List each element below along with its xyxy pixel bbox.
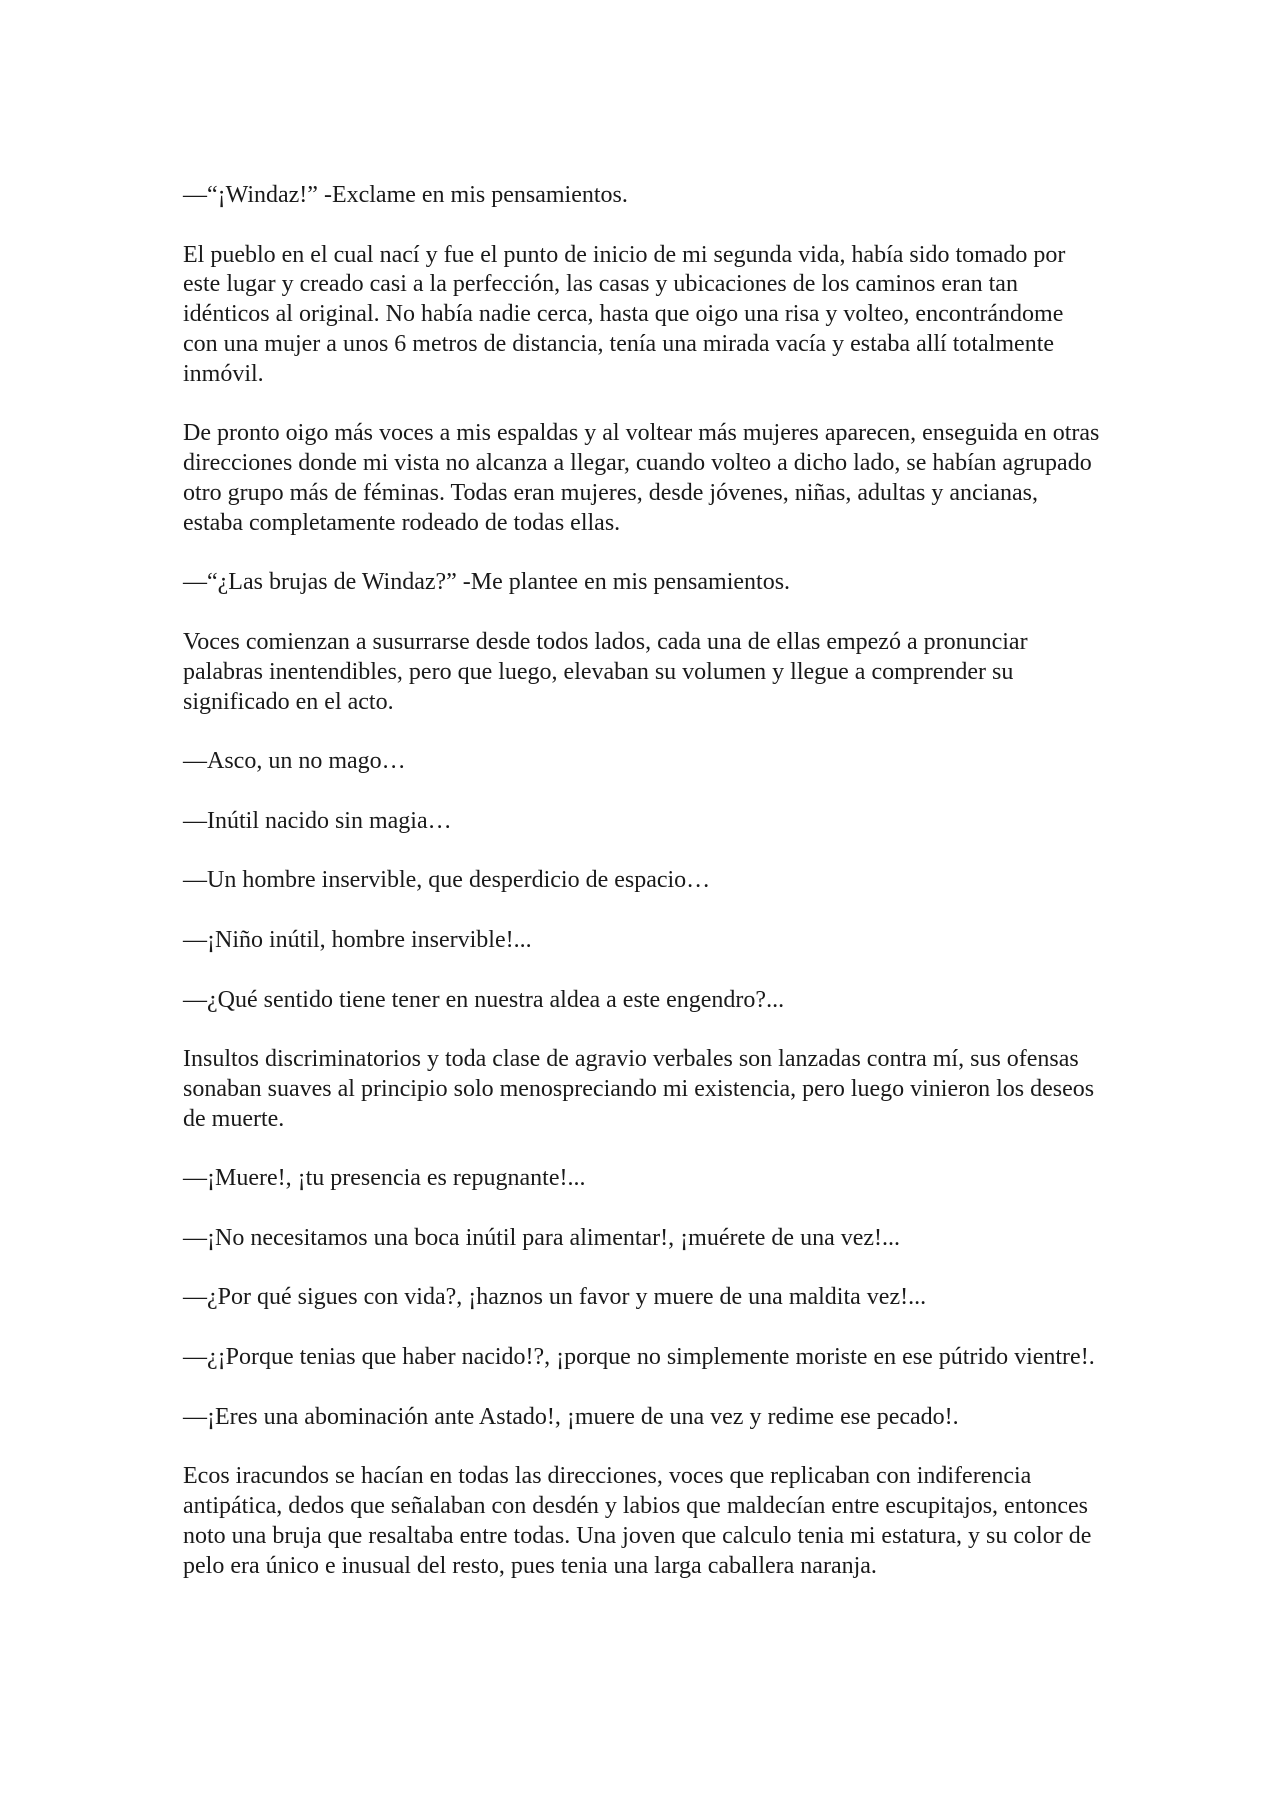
- dialogue-line: —¡Muere!, ¡tu presencia es repugnante!...: [183, 1165, 586, 1192]
- dialogue-line: —Inútil nacido sin magia…: [183, 807, 452, 834]
- narration-paragraph: El pueblo en el cual nací y fue el punto de inicio de mi segunda vida, había sido tomado por este lugar y creado casi a la perfección, las casas y ubicaciones de los caminos eran tan idénticos al original. No había nadie cerca, hasta que oigo una risa y volteo, encontrándome con una mujer a unos 6 metros de distancia, tenía una mirada vacía y estaba allí totalmente inmóvil.: [183, 241, 1066, 387]
- dialogue-line: —¡No necesitamos una boca inútil para alimentar!, ¡muérete de una vez!...: [183, 1224, 901, 1251]
- narration-paragraph: Ecos iracundos se hacían en todas las direcciones, voces que replicaban con indiferencia antipática, dedos que señalaban con desdén y labios que maldecían entre escupitajos, entonces noto una bruja que resaltaba entre todas. Una joven que calculo tenia mi estatura, y su color de pelo era único e inusual del resto, pues tenia una larga caballera naranja.: [183, 1463, 1092, 1579]
- dialogue-line: —Asco, un no mago…: [183, 748, 406, 775]
- dialogue-line: —¿Qué sentido tiene tener en nuestra aldea a este engendro?...: [183, 986, 785, 1013]
- dialogue-line: —“¿Las brujas de Windaz?” -Me plantee en mis pensamientos.: [183, 569, 791, 596]
- narration-paragraph: Insultos discriminatorios y toda clase de agravio verbales son lanzadas contra mí, sus ofensas sonaban suaves al principio solo menospreciando mi existencia, pero luego vinieron los deseos de muerte.: [183, 1046, 1095, 1132]
- dialogue-line: —Un hombre inservible, que desperdicio de espacio…: [183, 867, 711, 894]
- dialogue-line: —¡Eres una abominación ante Astado!, ¡muere de una vez y redime ese pecado!.: [183, 1403, 959, 1430]
- dialogue-line: —“¡Windaz!” -Exclame en mis pensamientos.: [183, 182, 628, 208]
- narration-paragraph: Voces comienzan a susurrarse desde todos lados, cada una de ellas empezó a pronunciar palabras inentendibles, pero que luego, elevaban su volumen y llegue a comprender su significado en el acto.: [183, 628, 1028, 715]
- dialogue-line: —¿¡Porque tenias que haber nacido!?, ¡porque no simplemente moriste en ese pútrido vientre!.: [183, 1344, 1095, 1371]
- document-body: [183, 181, 1103, 1611]
- dialogue-line: —¡Niño inútil, hombre inservible!...: [183, 926, 532, 953]
- dialogue-line: —¿Por qué sigues con vida?, ¡haznos un favor y muere de una maldita vez!...: [183, 1284, 927, 1311]
- narration-paragraph: De pronto oigo más voces a mis espaldas y al voltear más mujeres aparecen, enseguida en otras direcciones donde mi vista no alcanza a llegar, cuando volteo a dicho lado, se habían agrupado otro grupo más de féminas. Todas eran mujeres, desde jóvenes, niñas, adultas y ancianas, estaba completamente rodeado de todas ellas.: [183, 420, 1100, 536]
